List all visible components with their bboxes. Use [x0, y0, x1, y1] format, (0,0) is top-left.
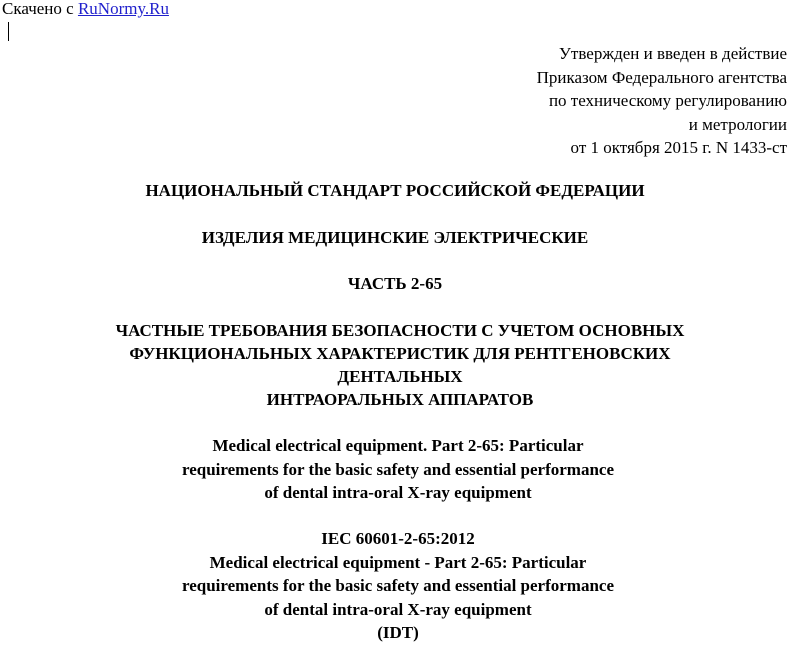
russian-title — [0, 319, 790, 411]
iec-title-line: Medical electrical equipment - Part 2-65: Particular — [209, 552, 587, 572]
english-title-line: of dental intra-oral X-ray equipment — [264, 483, 532, 502]
russian-title-line: ДЕНТАЛЬНЫХ — [337, 367, 463, 386]
source-link[interactable]: RuNormy.Ru — [77, 0, 169, 18]
approval-line: от 1 октября 2015 г. N 1433-ст — [570, 138, 787, 157]
iec-reference — [0, 527, 790, 645]
approval-block — [537, 42, 787, 160]
iec-title-line: of dental intra-oral X-ray equipment — [264, 599, 532, 619]
english-title-line: Medical electrical equipment. Part 2-65: Particular — [212, 436, 584, 455]
approval-line: по техническому регулированию — [548, 91, 787, 110]
source-attribution — [2, 0, 169, 19]
english-title-line: requirements for the basic safety and essential performance — [181, 459, 615, 479]
source-prefix: Скачено с — [2, 0, 78, 18]
product-heading: ИЗДЕЛИЯ МЕДИЦИНСКИЕ ЭЛЕКТРИЧЕСКИЕ — [201, 228, 589, 247]
text-cursor — [8, 22, 9, 41]
identity-marker: (IDT) — [377, 623, 419, 642]
russian-title-line: ЧАСТНЫЕ ТРЕБОВАНИЯ БЕЗОПАСНОСТИ С УЧЕТОМ ОСНОВНЫХ — [115, 321, 685, 340]
russian-title-line: ИНТРАОРАЛЬНЫХ АППАРАТОВ — [266, 390, 534, 409]
approval-line: и метрологии — [688, 114, 787, 134]
approval-line: Утвержден и введен в действие — [558, 44, 787, 63]
iec-title-line: requirements for the basic safety and essential performance — [181, 576, 615, 595]
standard-type-heading: НАЦИОНАЛЬНЫЙ СТАНДАРТ РОССИЙСКОЙ ФЕДЕРАЦИИ — [145, 181, 645, 200]
iec-number: IEC 60601-2-65:2012 — [321, 529, 475, 548]
approval-line: Приказом Федерального агентства — [536, 67, 787, 87]
english-title — [0, 434, 790, 505]
part-heading: ЧАСТЬ 2-65 — [347, 274, 443, 293]
russian-title-line: ФУНКЦИОНАЛЬНЫХ ХАРАКТЕРИСТИК ДЛЯ РЕНТГЕНОВСКИХ — [129, 344, 671, 363]
